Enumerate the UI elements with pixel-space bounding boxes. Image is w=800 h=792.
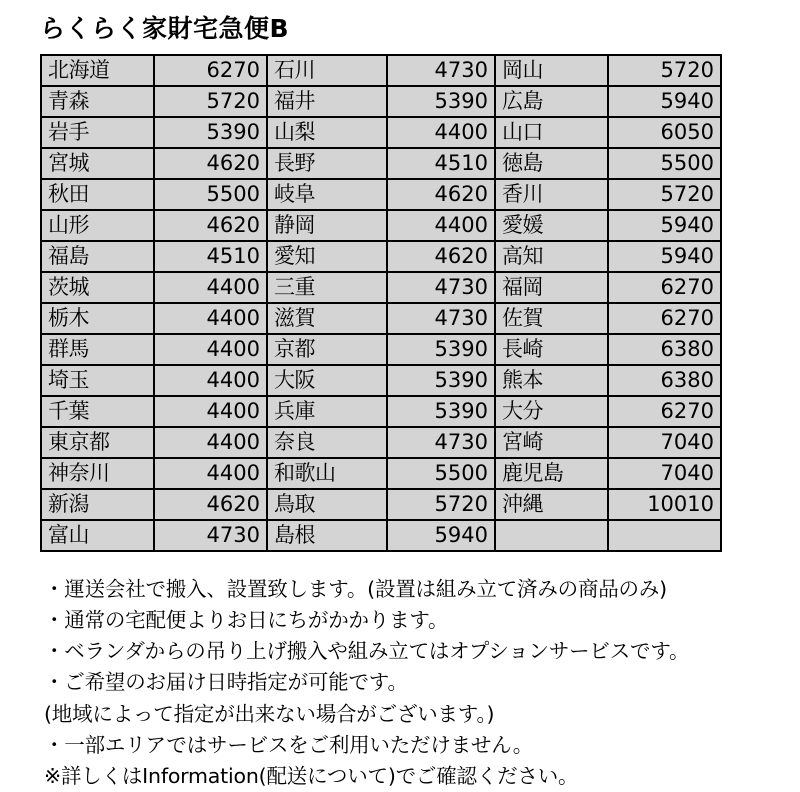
region-price-cell: 5940 xyxy=(608,241,721,272)
region-price-cell: 5390 xyxy=(387,86,495,117)
table-row xyxy=(41,458,721,489)
region-name-cell: 秋田 xyxy=(41,179,154,210)
region-name-cell: 富山 xyxy=(41,520,154,551)
region-price-cell: 6380 xyxy=(608,365,721,396)
region-price-cell: 4400 xyxy=(154,427,267,458)
region-price-cell: 4730 xyxy=(387,303,495,334)
region-price-cell: 4510 xyxy=(387,148,495,179)
region-name-cell: 兵庫 xyxy=(267,396,387,427)
table-row xyxy=(41,86,721,117)
region-price-cell: 4400 xyxy=(154,365,267,396)
table-row xyxy=(41,117,721,148)
region-name-cell: 長崎 xyxy=(495,334,608,365)
region-name-cell: 宮崎 xyxy=(495,427,608,458)
region-name-cell: 新潟 xyxy=(41,489,154,520)
region-name-cell: 愛媛 xyxy=(495,210,608,241)
region-name-cell: 千葉 xyxy=(41,396,154,427)
region-price-cell: 4400 xyxy=(154,458,267,489)
region-price-cell: 5720 xyxy=(154,86,267,117)
region-name-cell: 奈良 xyxy=(267,427,387,458)
region-name-cell: 静岡 xyxy=(267,210,387,241)
region-price-cell: 6270 xyxy=(608,396,721,427)
region-name-cell: 香川 xyxy=(495,179,608,210)
table-row xyxy=(41,489,721,520)
region-price-cell: 5390 xyxy=(387,396,495,427)
region-name-cell: 埼玉 xyxy=(41,365,154,396)
region-price-cell: 6380 xyxy=(608,334,721,365)
table-row xyxy=(41,303,721,334)
region-name-cell: 宮城 xyxy=(41,148,154,179)
region-name-cell: 島根 xyxy=(267,520,387,551)
region-price-cell: 5940 xyxy=(608,86,721,117)
note-line: ・運送会社で搬入、設置致します。(設置は組み立て済みの商品のみ) xyxy=(44,577,667,601)
region-name-cell: 滋賀 xyxy=(267,303,387,334)
region-price-cell: 6270 xyxy=(608,303,721,334)
region-name-cell: 高知 xyxy=(495,241,608,272)
region-price-cell: 4620 xyxy=(154,148,267,179)
table-row xyxy=(41,365,721,396)
region-price-cell: 4400 xyxy=(387,117,495,148)
region-name-cell: 群馬 xyxy=(41,334,154,365)
region-name-cell: 北海道 xyxy=(41,55,154,86)
region-price-cell: 7040 xyxy=(608,427,721,458)
region-name-cell: 熊本 xyxy=(495,365,608,396)
table-row xyxy=(41,520,721,551)
notes-list xyxy=(44,574,770,792)
table-row xyxy=(41,55,721,86)
table-row xyxy=(41,148,721,179)
note-line: ・ご希望のお届け日時指定が可能です。 xyxy=(44,670,408,695)
region-name-cell: 岩手 xyxy=(41,117,154,148)
page-title: らくらく家財宅急便B xyxy=(40,14,290,43)
note-line: ※詳しくはInformation(配送について)でご確認ください。 xyxy=(44,763,579,788)
region-price-cell: 5500 xyxy=(608,148,721,179)
region-name-cell: 広島 xyxy=(495,86,608,117)
table-row xyxy=(41,334,721,365)
region-price-cell: 6270 xyxy=(154,55,267,86)
region-name-cell: 和歌山 xyxy=(267,458,387,489)
region-price-cell: 5500 xyxy=(387,458,495,489)
note-line: ・ベランダからの吊り上げ搬入や組み立てはオプションサービスです。 xyxy=(44,639,690,664)
region-price-cell: 4730 xyxy=(387,272,495,303)
table-row xyxy=(41,179,721,210)
region-price-cell: 4730 xyxy=(387,427,495,458)
region-name-cell: 福島 xyxy=(41,241,154,272)
note-line: ・一部エリアではサービスをご利用いただけません。 xyxy=(44,732,534,757)
region-price-cell: 4400 xyxy=(154,396,267,427)
table-cell-empty xyxy=(495,520,608,551)
region-price-cell: 4400 xyxy=(154,303,267,334)
region-name-cell: 福井 xyxy=(267,86,387,117)
region-price-cell: 4620 xyxy=(154,210,267,241)
region-name-cell: 山口 xyxy=(495,117,608,148)
region-name-cell: 長野 xyxy=(267,148,387,179)
region-name-cell: 栃木 xyxy=(41,303,154,334)
region-price-cell: 5940 xyxy=(387,520,495,551)
region-name-cell: 鹿児島 xyxy=(495,458,608,489)
region-name-cell: 岡山 xyxy=(495,55,608,86)
region-price-cell: 4620 xyxy=(154,489,267,520)
region-price-cell: 6270 xyxy=(608,272,721,303)
region-name-cell: 京都 xyxy=(267,334,387,365)
region-price-cell: 4620 xyxy=(387,179,495,210)
region-name-cell: 山梨 xyxy=(267,117,387,148)
region-price-cell: 5390 xyxy=(154,117,267,148)
region-name-cell: 石川 xyxy=(267,55,387,86)
region-price-cell: 4400 xyxy=(154,272,267,303)
region-name-cell: 沖縄 xyxy=(495,489,608,520)
region-price-cell: 6050 xyxy=(608,117,721,148)
table-row xyxy=(41,396,721,427)
shipping-rate-table xyxy=(40,54,722,552)
region-name-cell: 三重 xyxy=(267,272,387,303)
table-row xyxy=(41,210,721,241)
table-row xyxy=(41,241,721,272)
region-price-cell: 5390 xyxy=(387,365,495,396)
region-price-cell: 5390 xyxy=(387,334,495,365)
region-name-cell: 大阪 xyxy=(267,365,387,396)
region-name-cell: 神奈川 xyxy=(41,458,154,489)
region-name-cell: 岐阜 xyxy=(267,179,387,210)
region-name-cell: 青森 xyxy=(41,86,154,117)
region-name-cell: 大分 xyxy=(495,396,608,427)
region-name-cell: 鳥取 xyxy=(267,489,387,520)
region-price-cell: 5500 xyxy=(154,179,267,210)
region-price-cell: 4730 xyxy=(387,55,495,86)
table-row xyxy=(41,272,721,303)
region-price-cell: 5720 xyxy=(387,489,495,520)
region-name-cell: 茨城 xyxy=(41,272,154,303)
region-price-cell: 5940 xyxy=(608,210,721,241)
region-price-cell: 4400 xyxy=(387,210,495,241)
region-name-cell: 東京都 xyxy=(41,427,154,458)
table-body xyxy=(41,55,721,551)
region-price-cell: 7040 xyxy=(608,458,721,489)
table-row xyxy=(41,427,721,458)
region-price-cell: 4620 xyxy=(387,241,495,272)
region-name-cell: 山形 xyxy=(41,210,154,241)
region-price-cell: 4730 xyxy=(154,520,267,551)
region-name-cell: 佐賀 xyxy=(495,303,608,334)
region-price-cell: 4510 xyxy=(154,241,267,272)
note-line: ・通常の宅配便よりお日にちがかかります。 xyxy=(44,608,449,633)
region-name-cell: 愛知 xyxy=(267,241,387,272)
region-price-cell: 4400 xyxy=(154,334,267,365)
table-cell-empty xyxy=(608,520,721,551)
region-name-cell: 福岡 xyxy=(495,272,608,303)
region-price-cell: 5720 xyxy=(608,179,721,210)
region-price-cell: 10010 xyxy=(608,489,721,520)
region-price-cell: 5720 xyxy=(608,55,721,86)
note-line: (地域によって指定が出来ない場合がございます。) xyxy=(44,701,495,726)
region-name-cell: 徳島 xyxy=(495,148,608,179)
